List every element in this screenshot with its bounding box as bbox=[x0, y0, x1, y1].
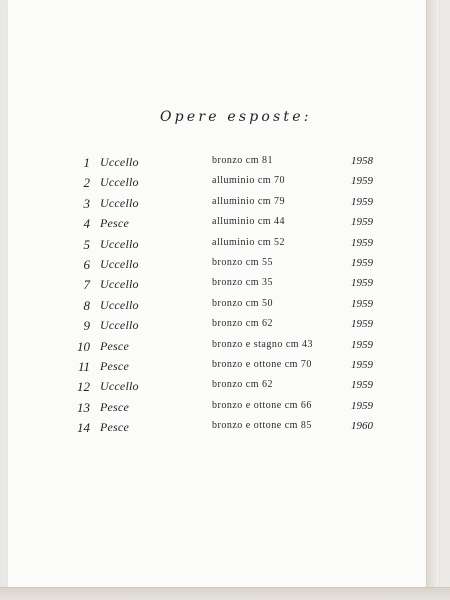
page-bottom-edge bbox=[0, 587, 450, 600]
work-year: 1959 bbox=[351, 175, 373, 188]
work-year: 1959 bbox=[351, 256, 373, 269]
work-material: bronzo cm 62 bbox=[212, 318, 273, 330]
work-row bbox=[0, 277, 450, 297]
work-row bbox=[0, 420, 450, 440]
work-subject: Uccello bbox=[100, 277, 139, 292]
work-row bbox=[0, 196, 450, 216]
work-row bbox=[0, 155, 450, 175]
work-material: bronzo cm 35 bbox=[212, 277, 273, 289]
work-number: 6 bbox=[83, 256, 90, 272]
work-row bbox=[0, 339, 450, 359]
work-subject: Uccello bbox=[100, 236, 139, 251]
work-year: 1960 bbox=[351, 420, 373, 433]
work-subject: Uccello bbox=[100, 195, 139, 210]
work-year: 1959 bbox=[351, 297, 373, 310]
work-year: 1959 bbox=[351, 195, 373, 208]
work-subject: Uccello bbox=[100, 318, 139, 333]
work-material: alluminio cm 79 bbox=[212, 195, 286, 207]
work-material: bronzo cm 55 bbox=[212, 256, 273, 268]
work-number: 14 bbox=[77, 420, 90, 436]
work-number: 8 bbox=[83, 297, 90, 313]
work-year: 1959 bbox=[351, 358, 373, 371]
work-row bbox=[0, 216, 450, 236]
work-number: 10 bbox=[77, 338, 90, 354]
work-year: 1959 bbox=[351, 318, 373, 331]
work-subject: Uccello bbox=[100, 175, 139, 190]
work-subject: Uccello bbox=[100, 256, 139, 271]
work-row bbox=[0, 298, 450, 318]
work-row bbox=[0, 359, 450, 379]
work-number: 11 bbox=[77, 358, 90, 374]
work-material: alluminio cm 44 bbox=[212, 216, 286, 228]
work-year: 1959 bbox=[351, 236, 373, 249]
work-row bbox=[0, 257, 450, 277]
work-subject: Pesce bbox=[100, 399, 129, 414]
works-list bbox=[0, 155, 450, 440]
work-material: bronzo cm 50 bbox=[212, 297, 273, 309]
work-row bbox=[0, 379, 450, 399]
work-material: bronzo e ottone cm 85 bbox=[212, 420, 312, 432]
work-subject: Uccello bbox=[100, 297, 139, 312]
work-year: 1959 bbox=[351, 399, 373, 412]
work-row bbox=[0, 237, 450, 257]
work-subject: Pesce bbox=[100, 216, 129, 231]
work-subject: Pesce bbox=[100, 358, 129, 373]
work-row bbox=[0, 175, 450, 195]
work-number: 2 bbox=[83, 175, 90, 191]
work-material: bronzo e ottone cm 66 bbox=[212, 399, 312, 411]
work-year: 1958 bbox=[351, 155, 373, 167]
work-material: alluminio cm 52 bbox=[212, 236, 286, 248]
work-number: 5 bbox=[83, 236, 90, 252]
work-number: 12 bbox=[77, 379, 90, 395]
work-subject: Pesce bbox=[100, 338, 129, 353]
work-material: bronzo cm 62 bbox=[212, 379, 273, 391]
work-material: bronzo e stagno cm 43 bbox=[212, 338, 314, 350]
work-material: bronzo cm 81 bbox=[212, 155, 273, 166]
work-number: 13 bbox=[77, 399, 90, 415]
work-year: 1959 bbox=[351, 379, 373, 392]
work-number: 3 bbox=[83, 195, 90, 211]
work-number: 1 bbox=[83, 155, 90, 170]
work-year: 1959 bbox=[351, 216, 373, 229]
work-subject: Pesce bbox=[100, 420, 129, 435]
work-material: bronzo e ottone cm 70 bbox=[212, 358, 312, 370]
page-title: Opere esposte: bbox=[160, 109, 312, 125]
work-row bbox=[0, 400, 450, 420]
work-number: 4 bbox=[83, 216, 90, 232]
work-year: 1959 bbox=[351, 338, 373, 351]
work-number: 7 bbox=[83, 277, 90, 293]
work-material: alluminio cm 70 bbox=[212, 175, 286, 187]
work-subject: Uccello bbox=[100, 379, 139, 394]
work-number: 9 bbox=[83, 318, 90, 334]
work-year: 1959 bbox=[351, 277, 373, 290]
work-subject: Uccello bbox=[100, 155, 139, 169]
work-row bbox=[0, 318, 450, 338]
